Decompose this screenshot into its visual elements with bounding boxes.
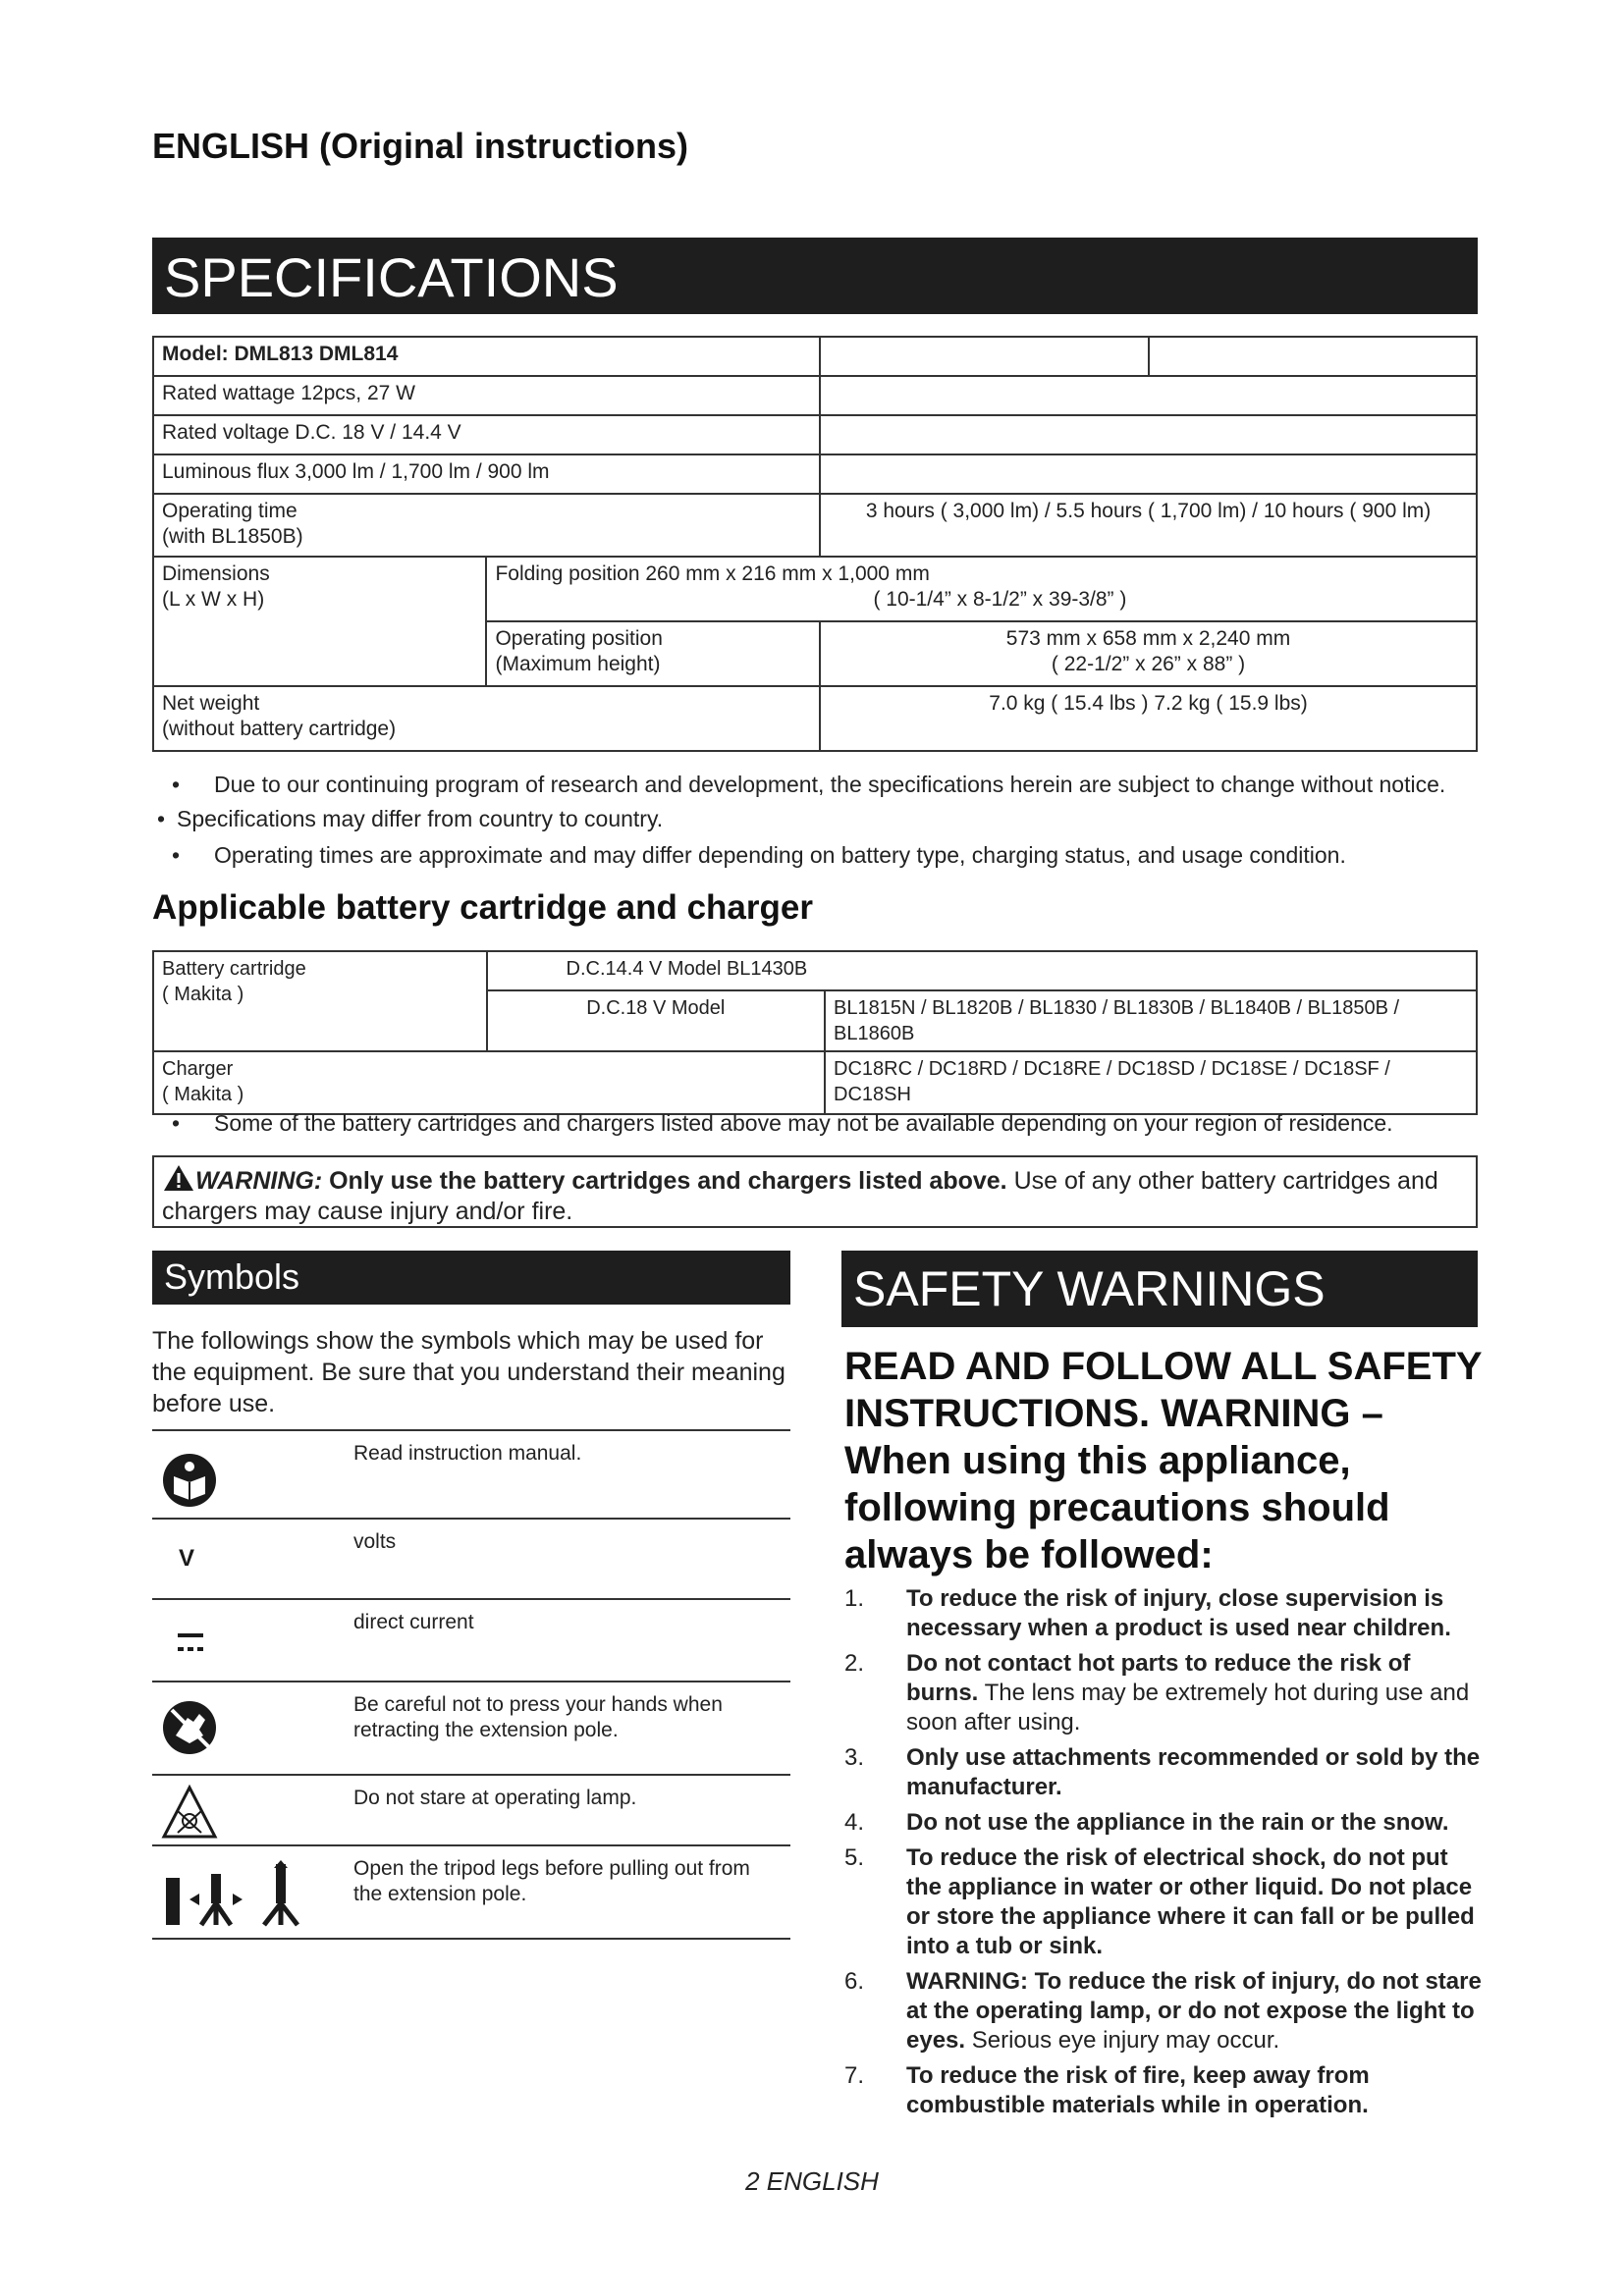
operating-mm: 573 mm x 658 mm x 2,240 mm [1005, 627, 1291, 650]
dimensions-label-cell [153, 557, 486, 686]
dimensions-sub: (L x W x H) [162, 588, 265, 611]
safety-item [844, 1967, 1483, 2056]
warning-label: WARNING: [195, 1167, 323, 1195]
spec-note-text: Specifications may differ from country to country. [177, 806, 664, 831]
dc18-label-cell: D.C.18 V Model [487, 990, 826, 1051]
volts-icon: V [178, 1545, 194, 1572]
net-weight-label: Net weight [162, 692, 260, 715]
dimensions-label: Dimensions [162, 562, 270, 585]
symbol-row [152, 1844, 790, 1940]
item-number: 6. [844, 1968, 865, 1995]
safety-item [844, 1743, 1483, 1802]
item-number: 3. [844, 1744, 865, 1771]
battery-note-text: Some of the battery cartridges and chargers listed above may not be available depending on your region of residence. [214, 1110, 1393, 1136]
safety-heading: READ AND FOLLOW ALL SAFETY INSTRUCTIONS. WARNING – When using this appliance, following precautions should always be followed: [844, 1345, 1482, 1576]
symbol-row [152, 1774, 790, 1844]
symbol-row [152, 1598, 790, 1681]
dc18-models-cell: BL1815N / BL1820B / BL1830 / BL1830B / BL1840B / BL1850B / BL1860B [825, 990, 1477, 1051]
item-number: 1. [844, 1585, 865, 1612]
net-weight-label-cell [153, 686, 820, 751]
operating-time-label: Operating time [162, 500, 298, 522]
operating-inches: ( 22-1/2” x 26” x 88” ) [1051, 653, 1246, 675]
charger-label-cell [153, 1051, 825, 1114]
warning-box [152, 1155, 1478, 1228]
language-title: ENGLISH (Original instructions) [152, 126, 689, 166]
rated-wattage-cell: Rated wattage 12pcs, 27 W [153, 376, 820, 415]
item-bold: To reduce the risk of injury, close supervision is necessary when a product is used near children. [906, 1585, 1451, 1641]
empty-cell [820, 376, 1477, 415]
item-number: 7. [844, 2062, 865, 2089]
item-bold: To reduce the risk of fire, keep away from combustible materials while in operation. [906, 2062, 1370, 2118]
item-text: Serious eye injury may occur. [965, 2027, 1280, 2054]
warning-text: Use of any other battery cartridges and chargers may cause injury and/or fire. [162, 1167, 1438, 1225]
charger-models-cell: DC18RC / DC18RD / DC18RE / DC18SD / DC18SE / DC18SF / DC18SH [825, 1051, 1477, 1114]
spec-note-1: • Due to our continuing program of research and development, the specifications herein are subject to change without notice. [172, 772, 1483, 798]
charger-sub: ( Makita ) [162, 1084, 244, 1105]
direct-current-icon [160, 1620, 229, 1679]
safety-warnings-banner: SAFETY WARNINGS [841, 1251, 1478, 1327]
do-not-stare-icon [160, 1784, 229, 1842]
hand-pinch-warning-icon [160, 1696, 229, 1755]
net-weight-sub: (without battery cartridge) [162, 718, 397, 740]
net-weight-value-cell: 7.0 kg ( 15.4 lbs ) 7.2 kg ( 15.9 lbs) [820, 686, 1477, 751]
item-bold: To reduce the risk of electrical shock, do not put the appliance in water or other liquid. Do not place or store the appliance where it can fall or be pulled into a tub or sink. [906, 1844, 1475, 1959]
item-bold: Only use attachments recommended or sold by the manufacturer. [906, 1744, 1481, 1800]
battery-label: Battery cartridge [162, 958, 306, 980]
spec-note-3: • Operating times are approximate and may differ depending on battery type, charging status, and usage condition. [172, 842, 1488, 869]
operating-position-label: Operating position [495, 627, 663, 650]
empty-cell [820, 454, 1477, 494]
symbol-row [152, 1681, 790, 1774]
empty-cell [1149, 337, 1477, 376]
item-number: 5. [844, 1844, 865, 1871]
folding-position: Folding position 260 mm x 216 mm x 1,000 mm [495, 562, 930, 585]
specifications-banner: SPECIFICATIONS [152, 238, 1478, 314]
luminous-flux-cell: Luminous flux 3,000 lm / 1,700 lm / 900 lm [153, 454, 820, 494]
symbol-row [152, 1429, 790, 1518]
page-footer: 2 ENGLISH [745, 2166, 879, 2196]
item-bold: Do not contact hot parts to reduce the risk of burns. [906, 1650, 1411, 1706]
symbol-text: Do not stare at operating lamp. [353, 1787, 637, 1809]
empty-cell [820, 337, 1148, 376]
folding-position-cell [486, 557, 1477, 621]
safety-item [844, 1649, 1483, 1737]
spec-note-text: Operating times are approximate and may differ depending on battery type, charging status, and usage condition. [214, 842, 1346, 868]
symbol-text: Be careful not to press your hands when retracting the extension pole. [353, 1693, 723, 1741]
symbol-text: direct current [353, 1611, 474, 1633]
safety-item [844, 1843, 1483, 1961]
symbols-intro: The followings show the symbols which may be used for the equipment. Be sure that you understand their meaning before use. [152, 1327, 785, 1417]
item-text: The lens may be extremely hot during use and soon after using. [906, 1680, 1470, 1735]
battery-label-cell [153, 951, 487, 1051]
dc14-model-cell: D.C.14.4 V Model BL1430B [487, 951, 1477, 990]
battery-sub: ( Makita ) [162, 984, 244, 1005]
spec-note-text: Due to our continuing program of research and development, the specifications herein are subject to change without notice. [214, 772, 1446, 797]
tripod-legs-icon [160, 1860, 337, 1929]
operating-time-sub: (with BL1850B) [162, 525, 303, 548]
item-bold: WARNING: To reduce the risk of injury, do not stare at the operating lamp, or do not expose the light to eyes. [906, 1968, 1482, 2054]
battery-section-title: Applicable battery cartridge and charger [152, 888, 813, 927]
symbol-text: Read instruction manual. [353, 1442, 582, 1465]
safety-item [844, 2061, 1483, 2120]
operating-time-label-cell [153, 494, 820, 557]
specifications-table [152, 336, 1478, 752]
operating-position-cell [486, 621, 820, 686]
item-number: 4. [844, 1809, 865, 1836]
battery-charger-table [152, 950, 1478, 1115]
rated-voltage-cell: Rated voltage D.C. 18 V / 14.4 V [153, 415, 820, 454]
spec-note-2: • Specifications may differ from country to country. [157, 806, 1468, 832]
warning-bold-text: Only use the battery cartridges and chargers listed above. [329, 1167, 1007, 1195]
safety-list [844, 1584, 1483, 2126]
model-cell: Model: DML813 DML814 [153, 337, 820, 376]
operating-dimensions-cell [820, 621, 1477, 686]
symbols-banner: Symbols [152, 1251, 790, 1305]
operating-position-sub: (Maximum height) [495, 653, 661, 675]
item-number: 2. [844, 1650, 865, 1677]
folding-inches: ( 10-1/4” x 8-1/2” x 39-3/8” ) [873, 588, 1127, 611]
empty-cell [820, 415, 1477, 454]
operating-time-value-cell: 3 hours ( 3,000 lm) / 5.5 hours ( 1,700 lm) / 10 hours ( 900 lm) [820, 494, 1477, 557]
charger-label: Charger [162, 1058, 234, 1080]
symbol-row [152, 1518, 790, 1598]
safety-item [844, 1808, 1483, 1838]
safety-item [844, 1584, 1483, 1643]
read-manual-icon [160, 1451, 229, 1510]
symbol-text: volts [353, 1530, 397, 1553]
warning-triangle-icon [162, 1163, 195, 1193]
item-bold: Do not use the appliance in the rain or the snow. [906, 1809, 1449, 1836]
battery-note: • Some of the battery cartridges and chargers listed above may not be available depending on your region of residence. [172, 1110, 1483, 1137]
symbol-text: Open the tripod legs before pulling out from the extension pole. [353, 1857, 750, 1905]
